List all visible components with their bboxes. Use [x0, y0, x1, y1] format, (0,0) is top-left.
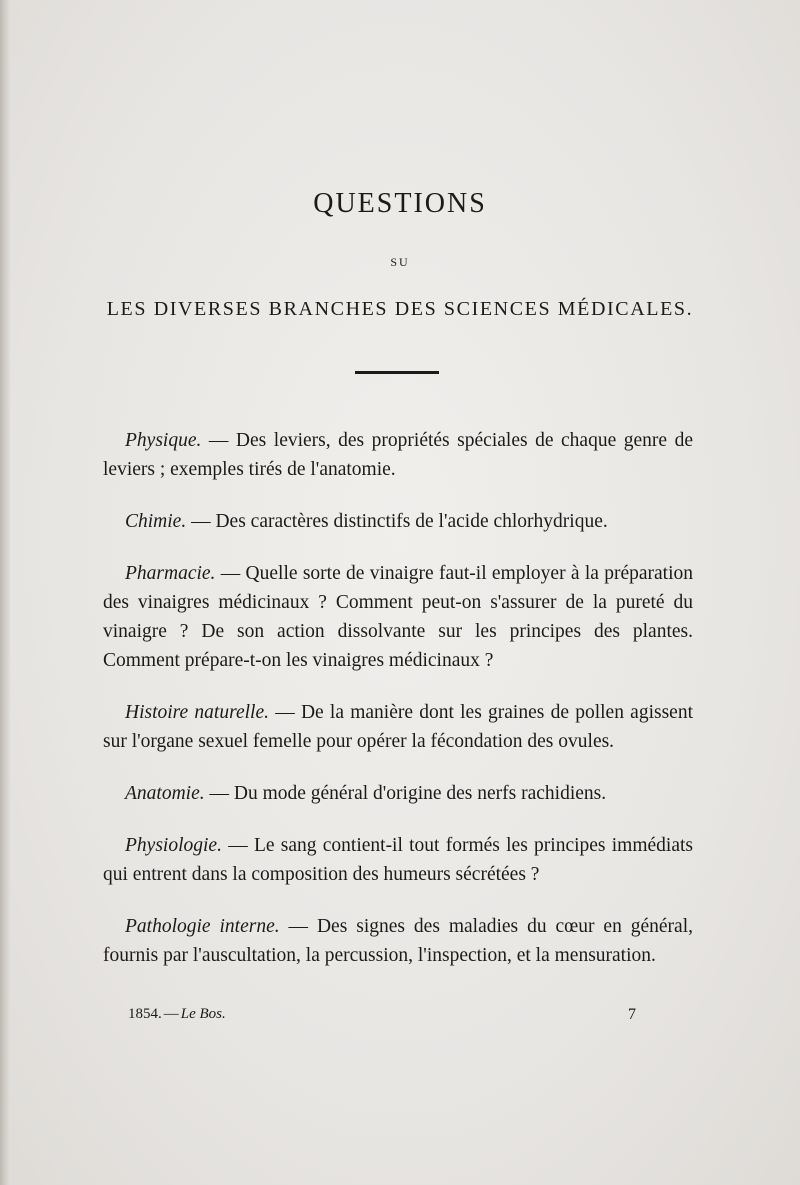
title-connector: SU — [390, 255, 410, 269]
question-anatomie — [103, 779, 693, 808]
footer-dash: — — [163, 1006, 179, 1022]
question-text: — Le sang contient-il tout formés les principes immédiats qui entrent dans la composition des humeurs sécrétées ? — [103, 835, 693, 885]
question-subject: Anatomie. — [125, 783, 205, 804]
question-text: — Des caractères distinctifs de l'acide chlorhydrique. — [191, 511, 608, 532]
question-physique — [103, 426, 693, 484]
question-subject: Chimie. — [125, 511, 187, 532]
question-pathologie-interne — [103, 912, 693, 970]
question-text: — Des signes des maladies du cœur en général, fournis par l'auscultation, la percussion, l'inspection, et la mensuration. — [103, 916, 693, 966]
question-subject: Histoire naturelle. — [125, 702, 269, 723]
question-subject: Pathologie interne. — [125, 916, 280, 937]
question-text: — Du mode général d'origine des nerfs rachidiens. — [209, 783, 607, 804]
question-physiologie — [103, 831, 693, 889]
question-text: — Quelle sorte de vinaigre faut-il employer à la préparation des vinaigres médicinaux ? Comment peut-on s'assurer de la pureté du vinaigre ? De son action dissolvante sur les principes des plantes. Comment prépare-t-on les vinaigres médicinaux ? — [103, 563, 693, 671]
title-rule — [355, 371, 439, 374]
question-pharmacie — [103, 559, 693, 675]
question-text: — Des leviers, des propriétés spéciales de chaque genre de leviers ; exemples tirés de l'anatomie. — [103, 430, 693, 480]
question-subject: Pharmacie. — [125, 563, 216, 584]
question-subject: Physique. — [125, 430, 202, 451]
question-chimie — [103, 507, 693, 536]
footer-year: 1854. — [128, 1006, 162, 1022]
signature-mark: 7 — [628, 1006, 636, 1023]
page-subtitle: LES DIVERSES BRANCHES DES SCIENCES MÉDICALES. — [106, 298, 694, 320]
question-histoire-naturelle — [103, 698, 693, 756]
question-subject: Physiologie. — [125, 835, 222, 856]
page-footer — [128, 1006, 226, 1023]
questions-list — [103, 426, 693, 993]
book-spine-shadow — [0, 0, 10, 1185]
page-title: QUESTIONS — [313, 188, 487, 219]
footer-author: Le Bos. — [180, 1006, 226, 1022]
question-text: — De la manière dont les graines de pollen agissent sur l'organe sexuel femelle pour opérer la fécondation des ovules. — [103, 702, 694, 752]
